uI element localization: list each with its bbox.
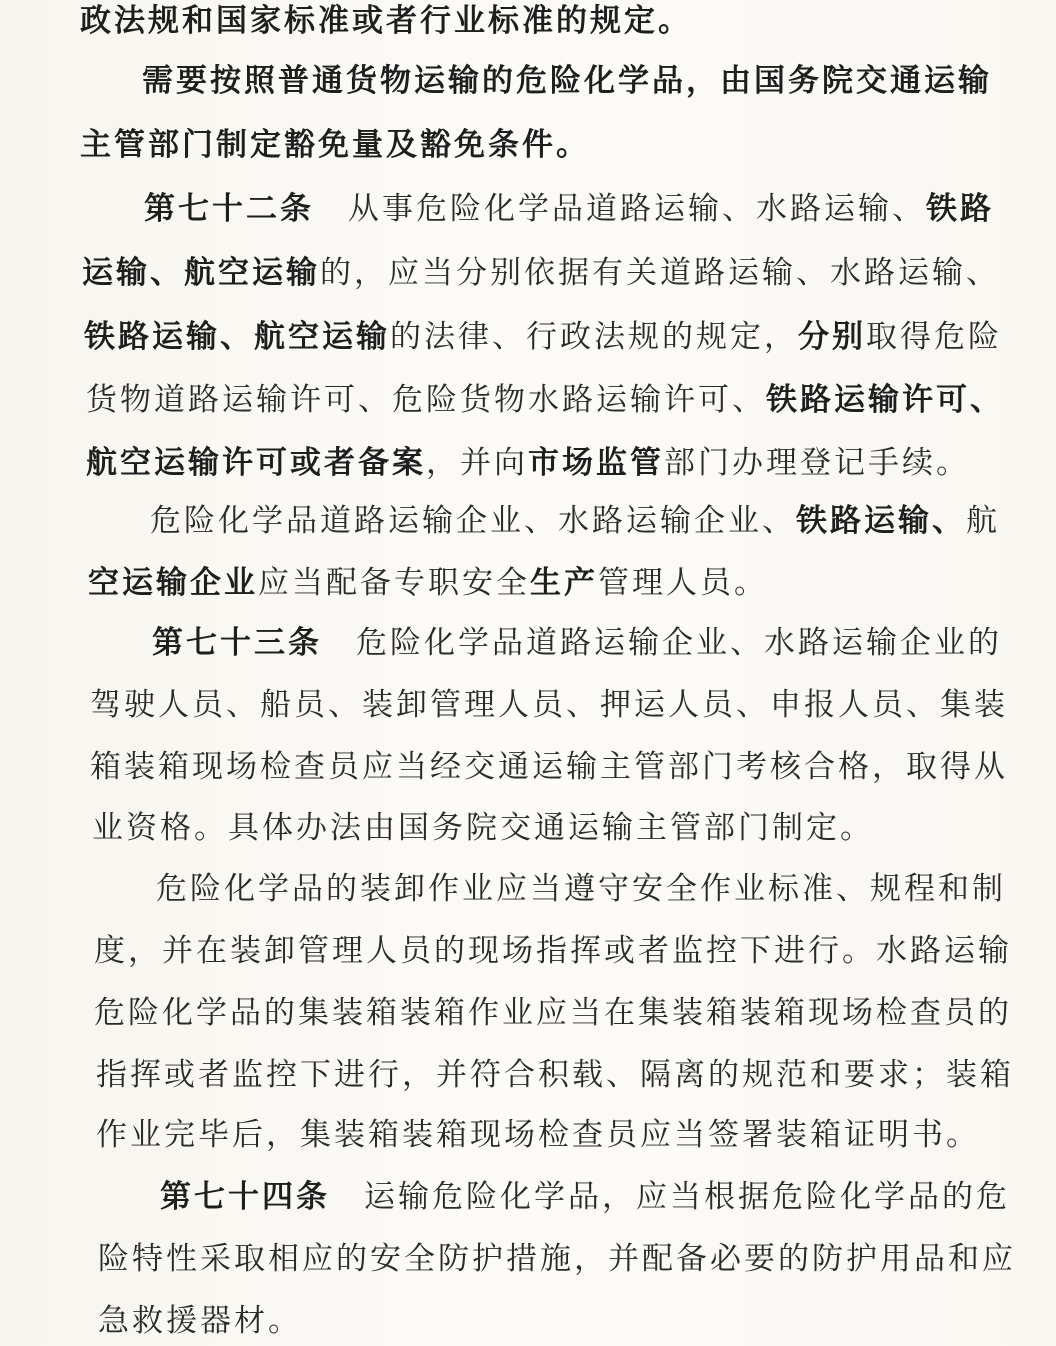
regular-text: 箱装箱现场检查员应当经交通运输主管部门考核合格，取得从 [90, 749, 1008, 785]
regular-text: 应当配备专职安全 [258, 565, 530, 601]
text-line [150, 496, 1000, 546]
text-line [88, 558, 768, 608]
regular-text: 急救援器材。 [98, 1303, 302, 1339]
regular-text: 驾驶人员、船员、装卸管理人员、押运人员、申报人员、集装 [90, 687, 1008, 723]
text-line [156, 864, 1006, 914]
bold-text: 生产 [530, 565, 598, 601]
regular-text: 运输危险化学品，应当根据危险化学品的危 [364, 1179, 1010, 1215]
text-line [86, 375, 1004, 425]
bold-text: 主管部门制定豁免量及豁免条件。 [80, 127, 590, 163]
text-line [84, 312, 1002, 362]
regular-text: 作业完毕后，集装箱装箱现场检查员应当签署装箱证明书。 [96, 1117, 980, 1153]
text-line [80, 0, 692, 46]
text-line [96, 1050, 1014, 1100]
regular-text: 部门办理登记手续。 [664, 445, 970, 481]
bold-text: 政法规和国家标准或者行业标准的规定。 [80, 3, 692, 39]
regular-text: 取得危险 [866, 319, 1002, 355]
text-line [80, 120, 590, 170]
regular-text: 货物道路运输许可、危险货物水路运输许可、 [86, 382, 766, 418]
text-line [94, 926, 1012, 976]
regular-text: 危险化学品的装卸作业应当遵守安全作业标准、规程和制 [156, 871, 1006, 907]
text-line [142, 56, 992, 106]
bold-text: 分别 [798, 319, 866, 355]
regular-text: 险特性采取相应的安全防护措施，并配备必要的防护用品和应 [98, 1241, 1016, 1277]
text-line [152, 618, 1002, 668]
regular-text: 的法律、行政法规的规定， [390, 319, 798, 355]
text-line [82, 248, 1000, 298]
text-line [98, 1234, 1016, 1284]
bold-text: 空运输企业 [88, 565, 258, 601]
regular-text: 危险化学品道路运输企业、水路运输企业的 [356, 625, 1002, 661]
text-line [94, 988, 1012, 1038]
text-line [96, 1110, 980, 1160]
bold-text: 铁路运输、航空运输 [84, 319, 390, 355]
regular-text: 从事危险化学品道路运输、水路运输、 [348, 191, 926, 227]
regular-text: ，并向 [426, 445, 528, 481]
bold-text: 市场监管 [528, 445, 664, 481]
bold-text: 航空运输许可或者备案 [86, 445, 426, 481]
bold-text: 铁路 [926, 191, 994, 227]
bold-text: 运输、航空运输 [82, 255, 320, 291]
text-line [86, 438, 970, 488]
article-heading-72: 第七十二条 [144, 191, 314, 227]
regular-text: 的，应当分别依据有关道路运输、水路运输、 [320, 255, 1000, 291]
text-line [92, 803, 874, 853]
bold-text: 铁路运输、 [796, 503, 966, 539]
regular-text: 危险化学品的集装箱装箱作业应当在集装箱装箱现场检查员的 [94, 995, 1012, 1031]
text-line [90, 742, 1008, 792]
regular-text: 管理人员。 [598, 565, 768, 601]
regular-text: 度，并在装卸管理人员的现场指挥或者监控下进行。水路运输 [94, 933, 1012, 969]
article-heading-73: 第七十三条 [152, 625, 322, 661]
regular-text: 航 [966, 503, 1000, 539]
text-line [98, 1296, 302, 1346]
bold-text: 需要按照普通货物运输的危险化学品，由国务院交通运输 [142, 63, 992, 99]
regular-text: 业资格。具体办法由国务院交通运输主管部门制定。 [92, 810, 874, 846]
regular-text: 危险化学品道路运输企业、水路运输企业、 [150, 503, 796, 539]
text-line [160, 1172, 1010, 1222]
regular-text: 指挥或者监控下进行，并符合积载、隔离的规范和要求；装箱 [96, 1057, 1014, 1093]
article-heading-74: 第七十四条 [160, 1179, 330, 1215]
text-line [144, 184, 994, 234]
bold-text: 铁路运输许可、 [766, 382, 1004, 418]
text-line [90, 680, 1008, 730]
